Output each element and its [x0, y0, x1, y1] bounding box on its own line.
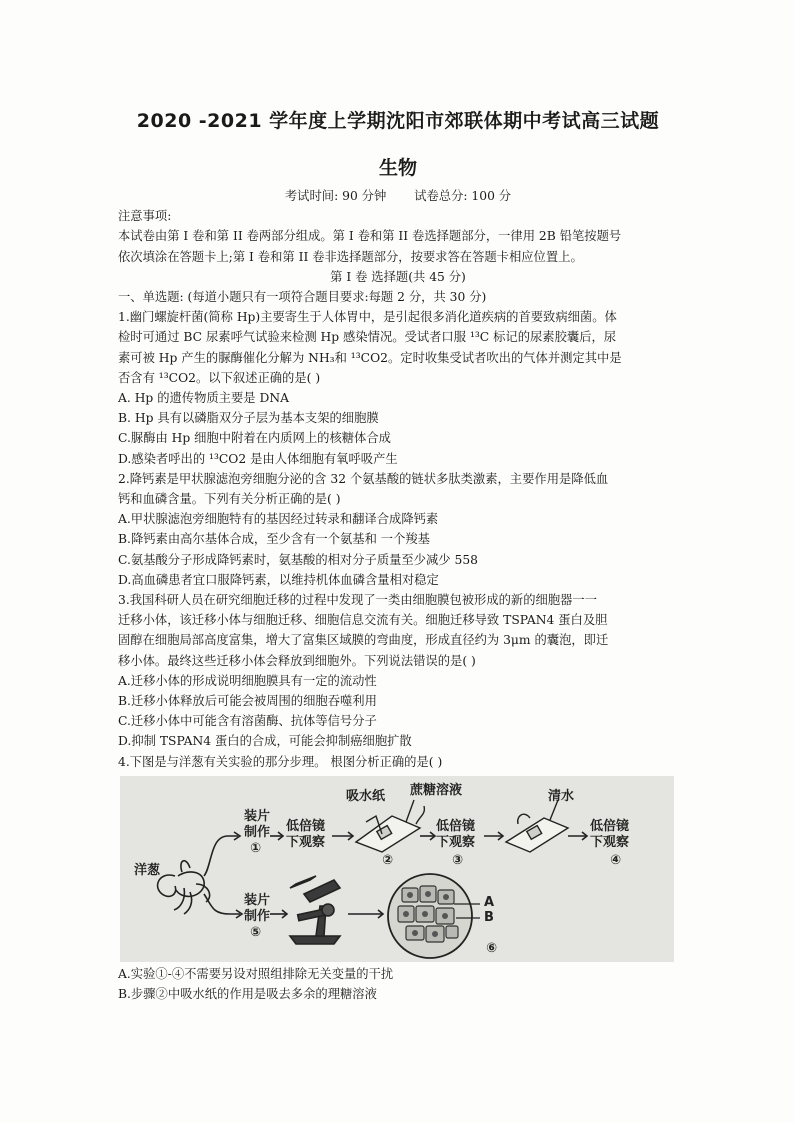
exam-title: 2020 -2021 学年度上学期沈阳市郊联体期中考试高三试题 — [136, 110, 660, 132]
step-4-label: ④ — [610, 852, 622, 868]
question-2 — [118, 469, 678, 590]
option-d: D.高血磷患者宜口服降钙素，以维持机体血磷含量相对稳定 — [118, 572, 439, 587]
blotting-paper-label: 吸水纸 — [346, 788, 386, 804]
mount-label-1a: 装片 — [244, 808, 271, 824]
lowpower-label-3b: 下观察 — [436, 834, 476, 850]
option-b: B.降钙素由高尔基体合成，至少含有一个氨基和 一个羧基 — [118, 532, 430, 547]
step-2-label: ② — [382, 852, 394, 868]
question-stem: 3.我国科研人员在研究细胞迁移的过程中发现了一类由细胞膜包被形成的新的细胞器一一 — [118, 593, 598, 608]
mount-label-2b: 制作 — [244, 908, 271, 924]
slide-step2 — [356, 800, 424, 852]
exam-time: 考试时间: 90 分钟 — [284, 189, 387, 203]
water-label: 清水 — [548, 788, 575, 804]
experiment-figure — [120, 776, 674, 962]
section-title: 第 I 卷 选择题(共 45 分) — [330, 269, 466, 284]
question-stem: 素可被 Hp 产生的脲酶催化分解为 NH₃和 ¹³CO2。定时收集受试者吹出的气体并测定其中是 — [118, 350, 622, 365]
total-score: 试卷总分: 100 分 — [414, 189, 512, 203]
step-1-label: ① — [250, 840, 262, 856]
option-b: B. Hp 具有以磷脂双分子层为基本支架的细胞膜 — [118, 411, 379, 426]
mount-label-2a: 装片 — [244, 892, 271, 908]
question-stem: 固醇在细胞局部高度富集，增大了富集区域膜的弯曲度，形成直径约为 3μm 的囊泡，即迁 — [118, 633, 609, 648]
option-c: C.脲酶由 Hp 细胞中附着在内质网上的核糖体合成 — [118, 431, 391, 446]
question-stem: 检时可通过 BC 尿素呼气试验来检测 Hp 感染情况。受试者口服 ¹³C 标记的尿素胶囊后，尿 — [118, 330, 617, 345]
option-b: B.步骤②中吸水纸的作用是吸去多余的理糖溶液 — [118, 987, 377, 1002]
microscope-icon — [290, 876, 340, 944]
lowpower-label-1b: 下观察 — [286, 834, 326, 850]
subject-title: 生物 — [378, 157, 417, 179]
question-3 — [118, 590, 678, 752]
question-stem: 移小体。最终这些迁移小体会释放到细胞外。下列说法错误的是( ) — [118, 653, 476, 668]
question-4 — [118, 752, 678, 1005]
lowpower-label-1a: 低倍镜 — [286, 818, 326, 834]
notice-text-2: 依次填涂在答题卡上;第 I 卷和第 II 卷非选择题部分，按要求答在答题卡相应位置上。 — [118, 249, 583, 264]
option-d: D.抑制 TSPAN4 蛋白的合成，可能会抑制癌细胞扩散 — [118, 734, 412, 749]
option-a: A.甲状腺滤泡旁细胞特有的基因经过转录和翻译合成降钙素 — [118, 512, 439, 527]
cells-view — [388, 874, 480, 958]
question-stem: 2.降钙素是甲状腺滤泡旁细胞分泌的含 32 个氨基酸的链状多肽类激素，主要作用是降低血 — [118, 471, 609, 486]
question-1 — [118, 307, 678, 469]
option-a: A.迁移小体的形成说明细胞膜具有一定的流动性 — [118, 673, 377, 688]
lowpower-label-4a: 低倍镜 — [590, 818, 630, 834]
part-title: 一、单选题: (每道小题只有一项符合题目要求:每题 2 分，共 30 分) — [118, 290, 487, 305]
sucrose-label: 蔗糖溶液 — [410, 782, 463, 798]
option-c: C.迁移小体中可能含有溶菌酶、抗体等信号分子 — [118, 714, 377, 729]
exam-page — [118, 100, 678, 1004]
notice-text-1: 本试卷由第 I 卷和第 II 卷两部分组成。第 I 卷和第 II 卷选择题部分，一律用 2B 铅笔按题号 — [118, 229, 622, 244]
question-stem: 1.幽门螺旋杆菌(简称 Hp)主要寄生于人体胃中，是引起很多消化道疾病的首要致病细菌。体 — [118, 310, 617, 325]
cell-label-b: B — [484, 909, 494, 925]
lowpower-label-4b: 下观察 — [590, 834, 630, 850]
lowpower-label-3a: 低倍镜 — [436, 818, 476, 834]
option-d: D.感染者呼出的 ¹³CO2 是由人体细胞有氧呼吸产生 — [118, 451, 398, 466]
option-c: C.氨基酸分子形成降钙素时，氨基酸的相对分子质量至少减少 558 — [118, 552, 478, 567]
option-b: B.迁移小体释放后可能会被周围的细胞吞噬利用 — [118, 694, 377, 709]
onion-label: 洋葱 — [134, 862, 161, 878]
question-stem: 否含有 ¹³CO2。以下叙述正确的是( ) — [118, 370, 321, 385]
option-a: A.实验①-④不需要另设对照组排除无关变量的干扰 — [118, 966, 394, 981]
notice-label: 注意事项: — [118, 209, 172, 224]
branch-lines — [204, 832, 242, 918]
cell-label-a: A — [484, 894, 495, 910]
onion-illustration — [158, 861, 210, 914]
figure-drawing — [120, 776, 674, 962]
mount-label-1b: 制作 — [244, 824, 271, 840]
option-a: A. Hp 的遗传物质主要是 DNA — [118, 391, 289, 406]
question-stem: 4.下图是与洋葱有关实验的那分步理。 根图分析正确的是( ) — [118, 754, 443, 769]
slide-step4 — [506, 800, 568, 852]
step-3-label: ③ — [452, 852, 464, 868]
step-5-label: ⑤ — [250, 924, 262, 940]
question-stem: 迁移小体，该迁移小体与细胞迁移、细胞信息交流有关。细胞迁移导致 TSPAN4 蛋白及胆 — [118, 613, 608, 628]
step-6-label: ⑥ — [486, 940, 498, 956]
question-stem: 钙和血磷含量。下列有关分析正确的是( ) — [118, 492, 341, 507]
exam-info — [118, 186, 678, 206]
